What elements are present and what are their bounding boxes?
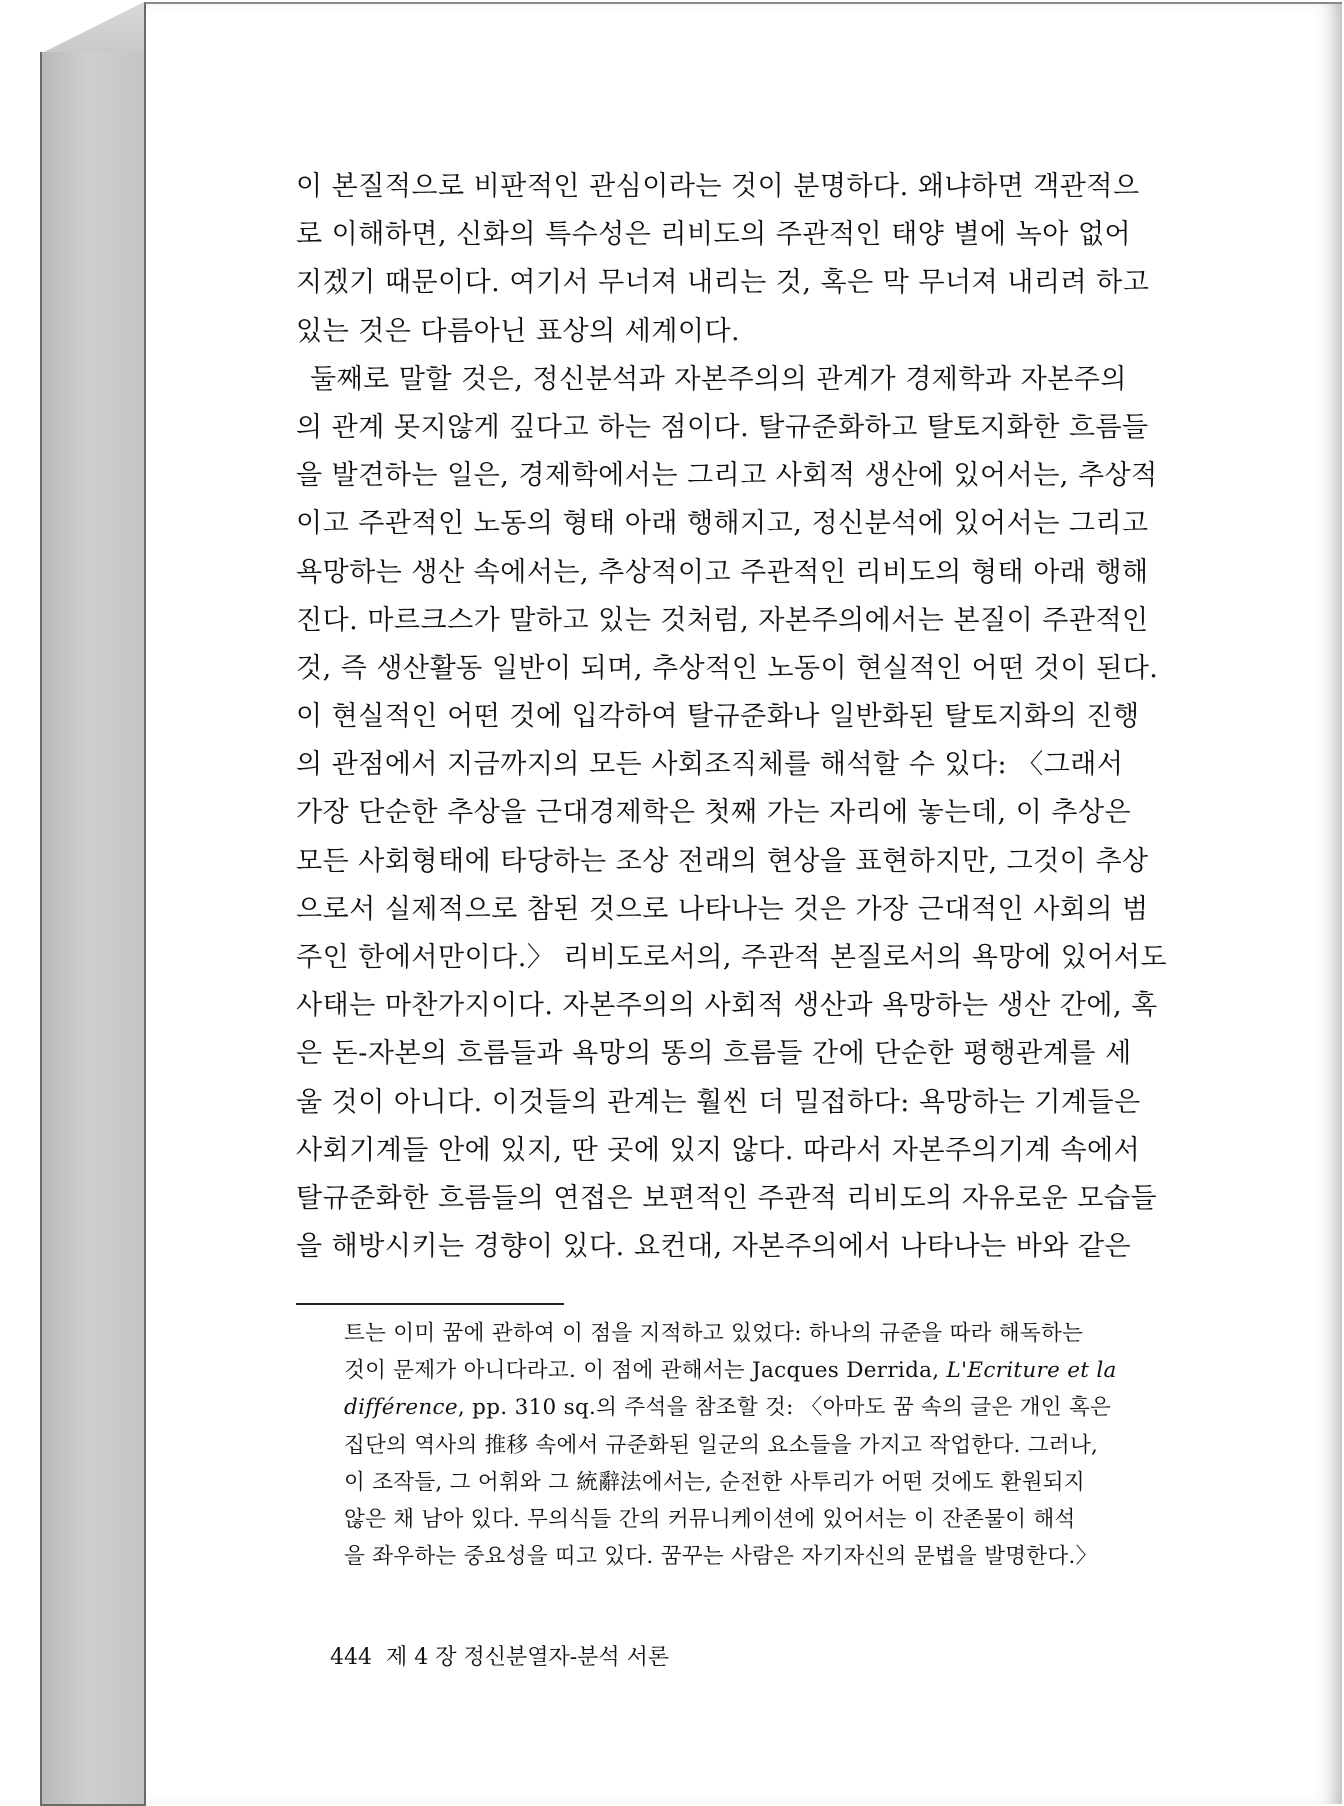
footnote bbox=[344, 1315, 1190, 1575]
body-line: 은 돈-자본의 흐름들과 욕망의 똥의 흐름들 간에 단순한 평행관계를 세 bbox=[296, 1038, 1132, 1070]
body-line: 진다. 마르크스가 말하고 있는 것처럼, 자본주의에서는 본질이 주관적인 bbox=[296, 604, 1149, 636]
body-line: 의 관계 못지않게 깊다고 하는 점이다. 탈규준화하고 탈토지화한 흐름들 bbox=[296, 411, 1149, 443]
footnote-line bbox=[344, 1389, 1190, 1426]
body-line-paragraph-start: 둘째로 말할 것은, 정신분석과 자본주의의 관계가 경제학과 자본주의 bbox=[310, 363, 1127, 395]
body-line: 울 것이 아니다. 이것들의 관계는 훨씬 더 밀접하다: 욕망하는 기계들은 bbox=[296, 1086, 1141, 1118]
page-footer bbox=[330, 1640, 669, 1671]
book-title-italic: différence bbox=[344, 1395, 458, 1421]
body-line: 사회기계들 안에 있지, 딴 곳에 있지 않다. 따라서 자본주의기계 속에서 bbox=[296, 1134, 1141, 1166]
footnote-line: 않은 채 남아 있다. 무의식들 간의 커뮤니케이션에 있어서는 이 잔존물이 해석 bbox=[344, 1506, 1076, 1532]
footnote-text: , pp. 310 sq.의 주석을 참조할 것: 〈아마도 꿈 속의 글은 개인 혹은 bbox=[457, 1395, 1112, 1421]
footnote-text: 것이 문제가 아니다라고. 이 점에 관해서는 Jacques Derrida, bbox=[344, 1358, 947, 1384]
body-line: 있는 것은 다름아닌 표상의 세계이다. bbox=[296, 315, 741, 347]
body-line: 의 관점에서 지금까지의 모든 사회조직체를 해석할 수 있다: 〈그래서 bbox=[296, 749, 1124, 781]
running-chapter-title: 제 4 장 정신분열자-분석 서론 bbox=[386, 1645, 670, 1670]
body-line: 지겠기 때문이다. 여기서 무너져 내리는 것, 혹은 막 무너져 내리려 하고 bbox=[296, 267, 1150, 299]
footnote-line: 이 조작들, 그 어휘와 그 統辭法에서는, 순전한 사투리가 어떤 것에도 환원되지 bbox=[344, 1469, 1085, 1495]
body-line: 로 이해하면, 신화의 특수성은 리비도의 주관적인 태양 별에 녹아 없어 bbox=[296, 219, 1132, 251]
main-body-text bbox=[296, 163, 1186, 1271]
body-line: 을 해방시키는 경향이 있다. 요컨대, 자본주의에서 나타나는 바와 같은 bbox=[296, 1231, 1132, 1263]
footnote-line: 을 좌우하는 중요성을 띠고 있다. 꿈꾸는 사람은 자기자신의 문법을 발명한다.〉 bbox=[344, 1544, 1098, 1570]
body-line: 으로서 실제적으로 참된 것으로 나타나는 것은 가장 근대적인 사회의 범 bbox=[296, 893, 1149, 925]
body-line: 이 본질적으로 비판적인 관심이라는 것이 분명하다. 왜냐하면 객관적으 bbox=[296, 171, 1140, 202]
body-line: 것, 즉 생산활동 일반이 되며, 추상적인 노동이 현실적인 어떤 것이 된다. bbox=[296, 652, 1159, 684]
footnote-line: 집단의 역사의 推移 속에서 규준화된 일군의 요소들을 가지고 작업한다. 그러나, bbox=[344, 1432, 1099, 1458]
body-line: 욕망하는 생산 속에서는, 추상적이고 주관적인 리비도의 형태 아래 행해 bbox=[296, 556, 1149, 588]
book-spine-top bbox=[40, 2, 144, 54]
footnote-line: 트는 이미 꿈에 관하여 이 점을 지적하고 있었다: 하나의 규준을 따라 해독하는 bbox=[344, 1321, 1084, 1346]
body-line: 을 발견하는 일은, 경제학에서는 그리고 사회적 생산에 있어서는, 추상적 bbox=[296, 460, 1158, 492]
body-line: 가장 단순한 추상을 근대경제학은 첫째 가는 자리에 놓는데, 이 추상은 bbox=[296, 797, 1132, 829]
body-line: 탈규준화한 흐름들의 연접은 보편적인 주관적 리비도의 자유로운 모습들 bbox=[296, 1182, 1158, 1214]
page-number: 444 bbox=[330, 1645, 372, 1670]
body-line: 주인 한에서만이다.〉 리비도로서의, 주관적 본질로서의 욕망에 있어서도 bbox=[296, 942, 1168, 973]
book-title-italic: L'Ecriture et la bbox=[946, 1358, 1117, 1384]
footnote-rule bbox=[296, 1303, 564, 1305]
body-line: 모든 사회형태에 타당하는 조상 전래의 현상을 표현하지만, 그것이 추상 bbox=[296, 845, 1149, 877]
body-line: 이 현실적인 어떤 것에 입각하여 탈규준화나 일반화된 탈토지화의 진행 bbox=[296, 701, 1140, 733]
body-line: 이고 주관적인 노동의 형태 아래 행해지고, 정신분석에 있어서는 그리고 bbox=[296, 508, 1149, 540]
body-line: 사태는 마찬가지이다. 자본주의의 사회적 생산과 욕망하는 생산 간에, 혹 bbox=[296, 990, 1158, 1022]
footnote-line bbox=[344, 1352, 1190, 1389]
book-spine bbox=[40, 52, 146, 1806]
